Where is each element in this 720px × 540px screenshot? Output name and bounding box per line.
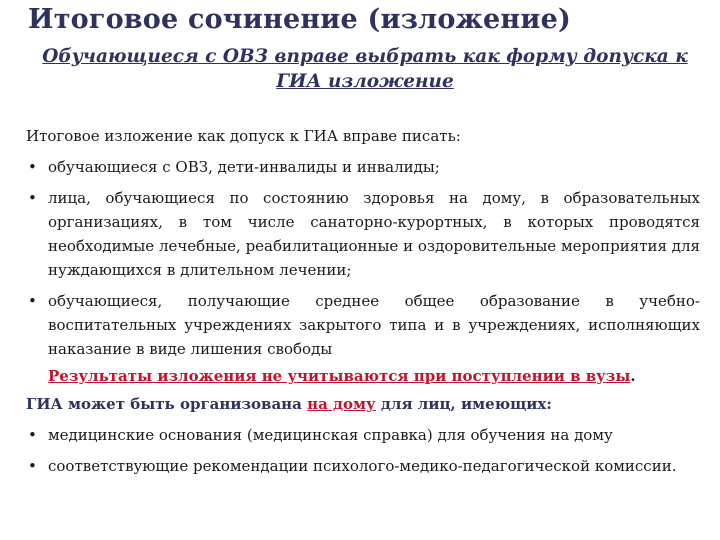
list-item: • медицинские основания (медицинская справка) для обучения на дому xyxy=(26,423,700,447)
results-note-period: . xyxy=(630,367,636,385)
list-item: • обучающиеся с ОВЗ, дети-инвалиды и инвалиды; xyxy=(26,155,700,179)
results-note-text: Результаты изложения не учитываются при поступлении в вузы xyxy=(48,367,631,385)
list-item: • лица, обучающиеся по состоянию здоровья на дому, в образовательных организациях, в том числе санаторно-курортных, в которых проводятся необходимые лечебные, реабилитационные и оздоровительные мероприятия для нуждающихся в длительном лечении; xyxy=(26,186,700,282)
home-basis-list xyxy=(26,423,700,478)
list-item: • обучающиеся, получающие среднее общее образование в учебно-воспитательных учреждениях закрытого типа и в учреждениях, исполняющих наказание в виде лишения свободы xyxy=(26,289,700,361)
results-note xyxy=(26,364,700,388)
eligible-list xyxy=(26,155,700,361)
gia-heading-part1: ГИА может быть организована xyxy=(26,395,308,413)
gia-heading-part2: для лиц, имеющих: xyxy=(375,395,552,413)
page-title: Итоговое сочинение (изложение) xyxy=(28,4,571,35)
list-item: • соответствующие рекомендации психолого-медико-педагогической комиссии. xyxy=(26,454,700,478)
page-subtitle: Обучающиеся с ОВЗ вправе выбрать как форму допуска к ГИА изложение xyxy=(42,46,688,92)
gia-home-highlight: на дому xyxy=(307,395,376,413)
intro-text: Итоговое изложение как допуск к ГИА вправе писать: xyxy=(26,127,461,145)
content-body xyxy=(26,124,700,485)
gia-heading xyxy=(26,392,700,416)
